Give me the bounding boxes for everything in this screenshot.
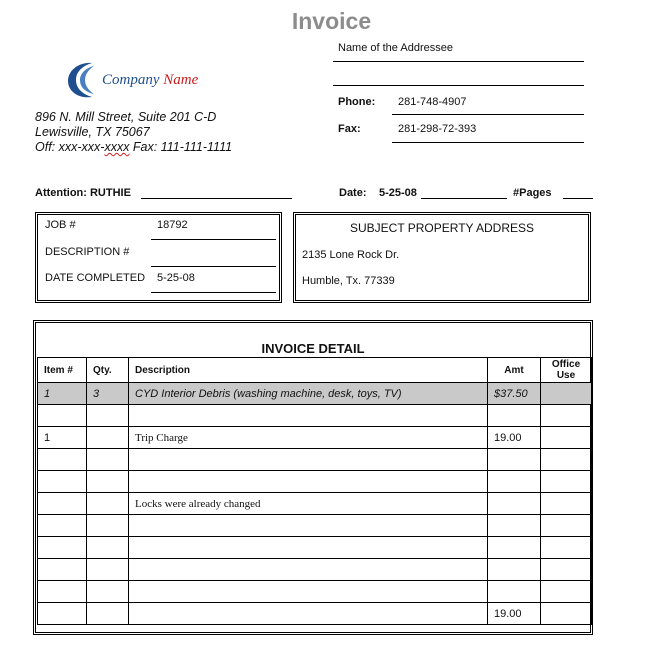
cell-description xyxy=(129,449,488,471)
cell-office xyxy=(541,405,592,427)
addressee-line-1 xyxy=(333,61,584,62)
cell-description xyxy=(129,537,488,559)
header-description: Description xyxy=(129,358,488,383)
company-name-part2: Name xyxy=(163,72,199,88)
cell-qty xyxy=(87,603,129,625)
cell-qty: 3 xyxy=(87,383,129,405)
cell-amt xyxy=(488,515,541,537)
company-name xyxy=(102,72,198,89)
cell-amt xyxy=(488,581,541,603)
cell-qty xyxy=(87,559,129,581)
table-row xyxy=(38,493,592,515)
cell-item xyxy=(38,515,87,537)
cell-item xyxy=(38,449,87,471)
address-line-3-squiggle: xxxx xyxy=(104,140,130,154)
date-value: 5-25-08 xyxy=(379,187,417,199)
cell-description xyxy=(129,471,488,493)
cell-description: Trip Charge xyxy=(129,427,488,449)
company-name-part1: Company xyxy=(102,72,160,88)
cell-office xyxy=(541,581,592,603)
job-line xyxy=(151,239,276,240)
cell-qty xyxy=(87,449,129,471)
addressee-line-2 xyxy=(333,85,584,86)
fax-value: 281-298-72-393 xyxy=(398,123,477,135)
address-line-3 xyxy=(35,140,232,155)
cell-item xyxy=(38,471,87,493)
header-qty: Qty. xyxy=(87,358,129,383)
invoice-detail-title: INVOICE DETAIL xyxy=(261,341,365,356)
cell-qty xyxy=(87,427,129,449)
pages-label: #Pages xyxy=(513,187,552,199)
table-row xyxy=(38,603,592,625)
cell-amt xyxy=(488,537,541,559)
property-line-1: 2135 Lone Rock Dr. xyxy=(302,249,400,261)
cell-office xyxy=(541,559,592,581)
job-label: JOB # xyxy=(45,219,76,231)
table-row xyxy=(38,515,592,537)
cell-office xyxy=(541,515,592,537)
cell-description: Locks were already changed xyxy=(129,493,488,515)
table-row xyxy=(38,405,592,427)
cell-description xyxy=(129,603,488,625)
cell-qty xyxy=(87,537,129,559)
cell-item: 1 xyxy=(38,383,87,405)
cell-description xyxy=(129,515,488,537)
address-line-3-suffix: Fax: 111-111-1111 xyxy=(129,140,233,154)
cell-office xyxy=(541,427,592,449)
cell-item xyxy=(38,559,87,581)
header-amt: Amt xyxy=(488,358,541,383)
cell-item xyxy=(38,537,87,559)
property-line-2: Humble, Tx. 77339 xyxy=(302,275,395,287)
address-line-1: 896 N. Mill Street, Suite 201 C-D xyxy=(35,110,217,124)
cell-amt xyxy=(488,471,541,493)
attention-line xyxy=(141,198,292,199)
cell-item xyxy=(38,581,87,603)
phone-label: Phone: xyxy=(338,96,376,108)
fax-label: Fax: xyxy=(338,123,361,135)
addressee-label: Name of the Addressee xyxy=(338,42,453,54)
cell-description xyxy=(129,581,488,603)
date-completed-line xyxy=(151,292,276,293)
cell-item: 1 xyxy=(38,427,87,449)
cell-qty xyxy=(87,493,129,515)
cell-item xyxy=(38,603,87,625)
address-line-3-prefix: Off: xxx-xxx- xyxy=(35,140,105,154)
description-label: DESCRIPTION # xyxy=(45,246,130,258)
cell-qty xyxy=(87,405,129,427)
cell-qty xyxy=(87,471,129,493)
table-row xyxy=(38,449,592,471)
date-line xyxy=(421,198,507,199)
cell-office xyxy=(541,471,592,493)
cell-amt: 19.00 xyxy=(488,427,541,449)
company-logo xyxy=(66,60,256,100)
invoice-detail-table xyxy=(37,357,592,625)
table-row xyxy=(38,559,592,581)
cell-qty xyxy=(87,581,129,603)
description-line xyxy=(151,266,276,267)
company-address xyxy=(35,110,232,155)
table-row xyxy=(38,427,592,449)
cell-amt xyxy=(488,493,541,515)
date-label: Date: xyxy=(339,187,367,199)
phone-value: 281-748-4907 xyxy=(398,96,467,108)
table-row xyxy=(38,581,592,603)
cell-office xyxy=(541,493,592,515)
table-header-row xyxy=(38,358,592,383)
cell-description xyxy=(129,559,488,581)
cell-office xyxy=(541,603,592,625)
cell-office xyxy=(541,449,592,471)
fax-line xyxy=(392,142,584,143)
table-row xyxy=(38,537,592,559)
cell-qty xyxy=(87,515,129,537)
property-header: SUBJECT PROPERTY ADDRESS xyxy=(349,221,535,235)
job-value: 18792 xyxy=(157,219,188,231)
address-line-2: Lewisville, TX 75067 xyxy=(35,125,150,139)
cell-description: CYD Interior Debris (washing machine, desk, toys, TV) xyxy=(129,383,488,405)
date-completed-label: DATE COMPLETED xyxy=(45,272,146,284)
cell-office xyxy=(541,383,592,405)
cell-office xyxy=(541,537,592,559)
invoice-title: Invoice xyxy=(291,8,372,34)
table-row xyxy=(38,383,592,405)
cell-item xyxy=(38,405,87,427)
cell-amt xyxy=(488,559,541,581)
table-row xyxy=(38,471,592,493)
cell-amt: $37.50 xyxy=(488,383,541,405)
crescent-logo-icon xyxy=(66,60,100,100)
pages-line xyxy=(563,198,593,199)
date-completed-value: 5-25-08 xyxy=(157,272,195,284)
cell-amt xyxy=(488,405,541,427)
header-item: Item # xyxy=(38,358,87,383)
cell-amt xyxy=(488,449,541,471)
cell-description xyxy=(129,405,488,427)
cell-item xyxy=(38,493,87,515)
cell-amt: 19.00 xyxy=(488,603,541,625)
attention-label: Attention: RUTHIE xyxy=(35,187,131,199)
phone-line xyxy=(392,114,584,115)
header-office-use: Office Use xyxy=(541,358,592,383)
